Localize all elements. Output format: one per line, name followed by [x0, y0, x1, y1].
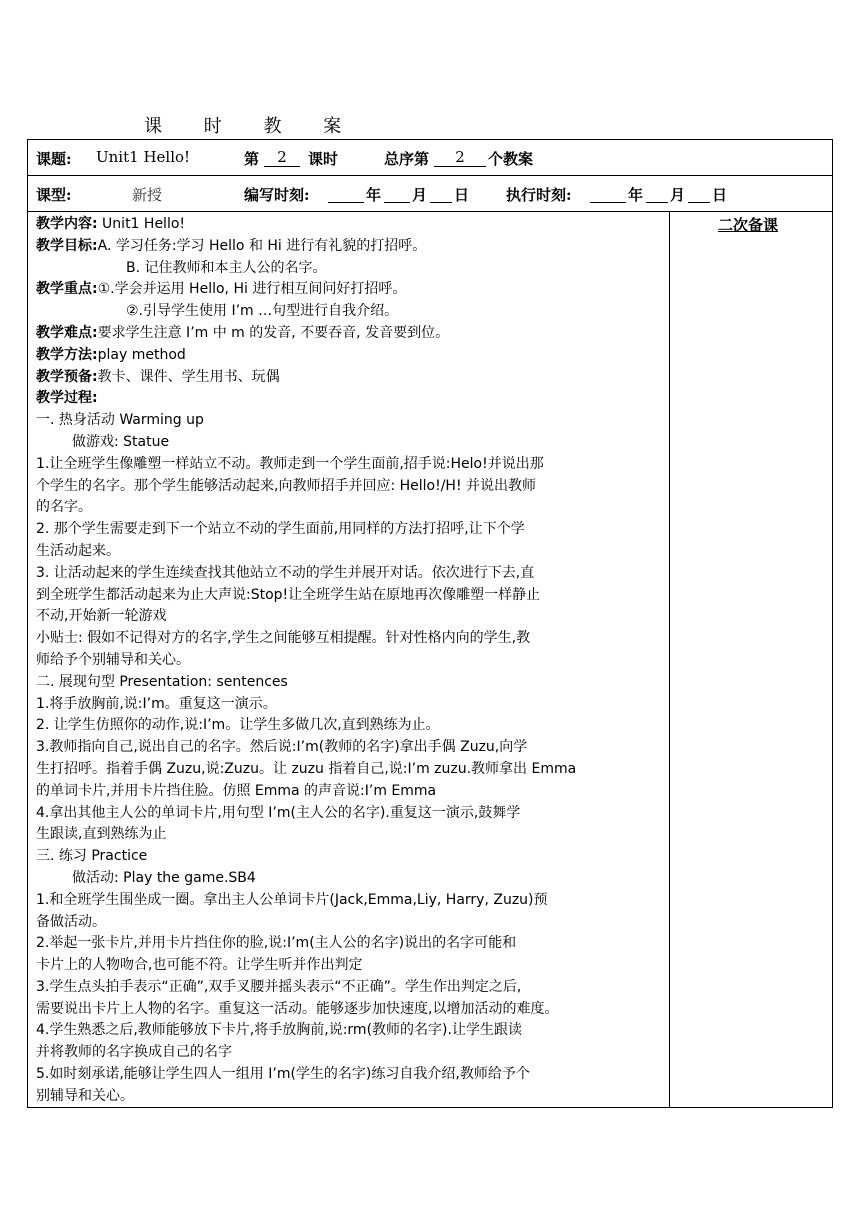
- content-line: [36, 1064, 663, 1086]
- topic-value: Unit1 Hello!: [96, 148, 191, 166]
- sequence-number: 2: [434, 148, 486, 167]
- content-line-text: 3.学生点头拍手表示“正确”,双手叉腰并摇头表示“不正确”。学生作出判定之后,: [36, 978, 522, 995]
- content-line-label: 教学预备:: [36, 368, 98, 385]
- content-line-text: 4.拿出其他主人公的单词卡片,用句型 I’m(主人公的名字).重复这一演示,鼓舞学: [36, 804, 521, 821]
- content-line-text: 别辅导和关心。: [36, 1087, 134, 1104]
- content-line-text: 小贴士: 假如不记得对方的名字,学生之间能够互相提醒。针对性格内向的学生,教: [36, 630, 531, 647]
- content-line: [36, 1086, 663, 1108]
- content-line: [36, 803, 663, 825]
- content-line: [36, 715, 663, 737]
- content-line: [36, 781, 663, 803]
- write-month-blank: [384, 184, 410, 203]
- exec-time-label: 执行时刻:: [506, 186, 572, 204]
- write-day-label: 日: [454, 186, 470, 204]
- content-line-text: 的单词卡片,并用卡片挡住脸。仿照 Emma 的声音说:I’m Emma: [36, 782, 437, 799]
- content-line: [36, 1042, 663, 1064]
- content-line: [36, 563, 663, 585]
- sequence-suffix: 个教案: [488, 150, 534, 168]
- content-line-text: 4.学生熟悉之后,教师能够放下卡片,将手放胸前,说:rm(教师的名字).让学生跟读: [36, 1022, 522, 1039]
- period-prefix: 第: [244, 150, 260, 168]
- content-line-text: 2.举起一张卡片,并用卡片挡住你的脸,说:I’m(主人公的名字)说出的名字可能和: [36, 935, 517, 952]
- type-value: 新授: [132, 186, 163, 204]
- content-line: [36, 1020, 663, 1042]
- content-line-label: 教学过程:: [36, 390, 98, 407]
- content-line-text: 2. 那个学生需要走到下一个站立不动的学生面前,用同样的方法打招呼,让下个学: [36, 521, 525, 538]
- write-year-label: 年: [366, 186, 382, 204]
- exec-day-label: 日: [712, 186, 728, 204]
- content-line-text: 做活动: Play the game.SB4: [72, 869, 256, 886]
- content-line-text: 1.和全班学生围坐成一圈。拿出主人公单词卡片(Jack,Emma,Liy, Harry, Zuzu)预: [36, 891, 548, 908]
- content-line-label: 教学内容:: [36, 216, 98, 232]
- content-line: [36, 694, 663, 716]
- exec-year-blank: [590, 184, 626, 203]
- content-line-text: ②.引导学生使用 I’m …句型进行自我介绍。: [126, 303, 399, 320]
- content-line: [36, 345, 663, 367]
- content-line-text: Unit1 Hello!: [97, 216, 186, 232]
- topic-label: 课题:: [36, 150, 72, 168]
- content-line-text: 需要说出卡片上人物的名字。重复这一活动。能够逐步加快速度,以增加活动的难度。: [36, 1000, 559, 1017]
- content-line-text: 要求学生注意 I’m 中 m 的发音, 不要吞音, 发音要到位。: [97, 324, 450, 341]
- content-line: [36, 628, 663, 650]
- content-line-text: 2. 让学生仿照你的动作,说:I’m。让学生多做几次,直到熟练为止。: [36, 717, 440, 734]
- content-line-text: 不动,开始新一轮游戏: [36, 608, 167, 625]
- content-line: [36, 541, 663, 563]
- content-line: [36, 912, 663, 934]
- exec-month-label: 月: [670, 186, 686, 204]
- content-line: [36, 519, 663, 541]
- content-line-text: 生跟读,直到熟练为止: [36, 826, 167, 843]
- content-line: [36, 890, 663, 912]
- exec-month-blank: [646, 184, 668, 203]
- content-line: [36, 236, 663, 258]
- content-line-text: A. 学习任务:学习 Hello 和 Hi 进行有礼貌的打招呼。: [97, 237, 427, 254]
- content-line-text: play method: [97, 346, 186, 363]
- content-line-text: 卡片上的人物吻合,也可能不符。让学生听并作出判定: [36, 957, 363, 974]
- content-line: [36, 846, 663, 868]
- header-row-topic: [28, 140, 832, 176]
- content-line-text: 5.如时刻承诺,能够让学生四人一组用 I’m(学生的名字)练习自我介绍,教师给予个: [36, 1066, 530, 1083]
- content-line-label: 教学目标:: [36, 237, 98, 254]
- content-line-text: B. 记住教师和本主人公的名字。: [126, 259, 327, 276]
- content-line-text: 个学生的名字。那个学生能够活动起来,向教师招手并回应: Hello!/H! 并说出教师: [36, 477, 537, 494]
- content-line-text: 做游戏: Statue: [72, 433, 170, 450]
- lesson-plan-table: [27, 139, 833, 1108]
- exec-year-label: 年: [628, 186, 644, 204]
- exec-day-blank: [688, 184, 710, 203]
- content-line-label: 教学难点:: [36, 324, 98, 341]
- secondary-prep-title: 二次备课: [718, 216, 779, 234]
- content-line-text: 生活动起来。: [36, 542, 120, 559]
- content-line: [36, 824, 663, 846]
- content-line: [36, 476, 663, 498]
- content-line: [36, 672, 663, 694]
- content-line: [36, 323, 663, 345]
- content-line: [36, 410, 663, 432]
- content-line-label: 教学重点:: [36, 281, 98, 298]
- content-line-text: 1.将手放胸前,说:I’m。重复这一演示。: [36, 695, 277, 712]
- content-line: [36, 497, 663, 519]
- content-line: [36, 432, 663, 454]
- content-line-text: 的名字。: [36, 499, 92, 516]
- content-line: [36, 585, 663, 607]
- content-line-text: 3.教师指向自己,说出自己的名字。然后说:I’m(教师的名字)拿出手偶 Zuzu,向学: [36, 739, 528, 756]
- secondary-prep-column: [670, 212, 832, 1107]
- content-line-text: 并将教师的名字换成自己的名字: [36, 1044, 232, 1061]
- write-year-blank: [328, 184, 364, 203]
- type-label: 课型:: [36, 186, 72, 204]
- header-row-type: [28, 176, 832, 212]
- content-line-text: 一. 热身活动 Warming up: [36, 412, 204, 429]
- write-time-label: 编写时刻:: [244, 186, 310, 204]
- content-line: [36, 955, 663, 977]
- content-line: [36, 279, 663, 301]
- content-line-text: 3. 让活动起来的学生连续查找其他站立不动的学生并展开对话。依次进行下去,直: [36, 564, 535, 581]
- document-title: 课 时 教 案: [144, 116, 360, 137]
- lesson-content: [28, 212, 670, 1107]
- content-line: [36, 650, 663, 672]
- content-line: [36, 388, 663, 410]
- content-line: [36, 737, 663, 759]
- content-line-text: 三. 练习 Practice: [36, 848, 148, 865]
- write-month-label: 月: [412, 186, 428, 204]
- content-line: [36, 999, 663, 1021]
- sequence-prefix: 总序第: [384, 150, 430, 168]
- content-line: [36, 214, 663, 236]
- content-line-text: 二. 展现句型 Presentation: sentences: [36, 673, 288, 690]
- content-line-text: 备做活动。: [36, 913, 106, 930]
- write-day-blank: [430, 184, 452, 203]
- content-line: [36, 301, 663, 323]
- content-line-label: 教学方法:: [36, 346, 98, 363]
- content-line: [36, 977, 663, 999]
- content-line-text: ①.学会并运用 Hello, Hi 进行相互间问好打招呼。: [97, 281, 407, 298]
- content-line: [36, 367, 663, 389]
- period-number: 2: [264, 148, 300, 167]
- content-line-text: 到全班学生都活动起来为止大声说:Stop!让全班学生站在原地再次像雕塑一样静止: [36, 586, 541, 603]
- lesson-body: [28, 212, 832, 1107]
- content-line: [36, 606, 663, 628]
- content-line: [36, 258, 663, 280]
- content-line-text: 教卡、课件、学生用书、玩偶: [97, 368, 280, 385]
- content-line: [36, 454, 663, 476]
- content-line-text: 1.让全班学生像雕塑一样站立不动。教师走到一个学生面前,招手说:Helo!并说出那: [36, 455, 544, 472]
- content-line: [36, 759, 663, 781]
- content-line: [36, 868, 663, 890]
- content-line: [36, 933, 663, 955]
- period-suffix: 课时: [308, 150, 339, 168]
- content-line-text: 师给予个别辅导和关心。: [36, 651, 190, 668]
- content-line-text: 生打招呼。指着手偶 Zuzu,说:Zuzu。让 zuzu 指着自己,说:I’m zuzu.教师拿出 Emma: [36, 760, 577, 777]
